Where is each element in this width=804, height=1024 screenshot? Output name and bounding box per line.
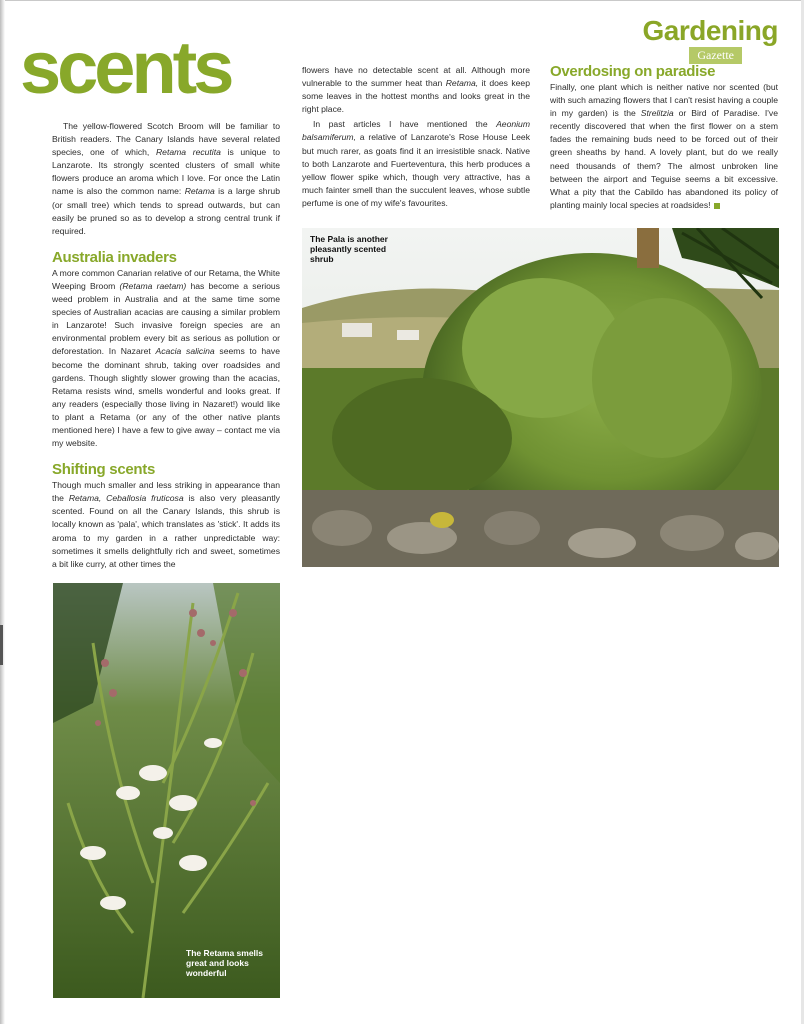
binding-shadow [0, 0, 5, 1024]
section-heading-overdosing: Overdosing on paradise [550, 63, 716, 80]
shifting-paragraph: Though much smaller and less striking in appearance than the Retama, Ceballosia fruticosa is also very pleasantly scented. Found on all the Canary Islands, this shrub is locally known as 'pala', which translates as 'stick'. It adds its aroma to my garden in a rather unpredictable way: sometimes it smells delightfully rich and sweet, sometimes a bit like curry, at other times the [52, 480, 280, 569]
col2-paragraph-1: flowers have no detectable scent at all. Although more vulnerable to the summer heat than Retama, it does keep some leaves in the hottest months and looks great in the right place. [302, 65, 530, 115]
intro-paragraph: The yellow-flowered Scotch Broom will be familiar to British readers. The Canary Islands have several related species, one of which, Retama recutita is unique to Lanzarote. Its strongly scented clusters of small white flowers produce an aroma which I love. For once the Latin name is also the common name: Retama is a large shrub (or small tree) which tends to spread outwards, but can easily be pruned so as to develop a strong central trunk if required. [52, 121, 280, 236]
masthead-title: Gardening [642, 15, 778, 46]
pala-shrub-image [302, 228, 779, 567]
col2-paragraph-2: In past articles I have mentioned the Aeonium balsamiferum, a relative of Lanzarote's Rose House Leek but much rarer, as goats find it an irresistible snack. Native to both Lanzarote and Fuerteventura, this herb produces a yellow flower spike which, though very attractive, has a much fainter smell than the succulent leaves, whose subtle perfume is one of my wife's favourites. [302, 119, 530, 208]
overdosing-paragraph: Finally, one plant which is neither native nor scented (but with such amazing flowers that I can't resist having a couple in my garden) is the Strelitzia or Bird of Paradise. I've recently discovered that when the first flower on a stem fades the remaining buds need to be forced out of their green sheaths by hand. A lovely plant, but do we really need thousands of them? The almost unbroken line between the airport and Teguise seems a bit excessive. What a pity that the Cabildo has abandoned its policy of planting mainly local species at roadsides! [550, 82, 778, 210]
scan-mark [0, 625, 3, 665]
section-heading-shifting-scents: Shifting scents [52, 461, 156, 479]
australia-paragraph: A more common Canarian relative of our Retama, the White Weeping Broom (Retama raetam) has become a serious weed problem in Australia and at the same time some species of Australian acacias are causing a similar problem in Lanzarote! Such invasive foreign species are an environmental problem every bit as serious as pollution or deforestation. In Nazaret Acacia salicina seems to have become the dominant shrub, taking over roadsides and gardens. Though slightly slower growing than the acacias, Retama resists wind, smells wonderful and looks great. If any readers (especially those living in Nazaret!) would like to plant a Retama (or any of the other native plants mentioned here) I have a few to give away – contact me via my website. [52, 267, 280, 449]
section-heading-australia-invaders: Australia invaders [52, 248, 177, 266]
column-1 [52, 120, 280, 571]
retama-flowers-image [53, 583, 280, 998]
masthead-subtitle: Gazette [689, 47, 742, 64]
end-mark [714, 203, 720, 209]
column-3 [550, 63, 778, 212]
retama-photo [53, 583, 280, 998]
pala-caption: The Pala is another pleasantly scented shrub [310, 234, 388, 264]
pala-photo [302, 228, 779, 567]
masthead [642, 16, 778, 64]
article-title: scents [20, 26, 231, 109]
column-2 [302, 64, 530, 210]
retama-caption: The Retama smells great and looks wonderful [186, 948, 264, 978]
